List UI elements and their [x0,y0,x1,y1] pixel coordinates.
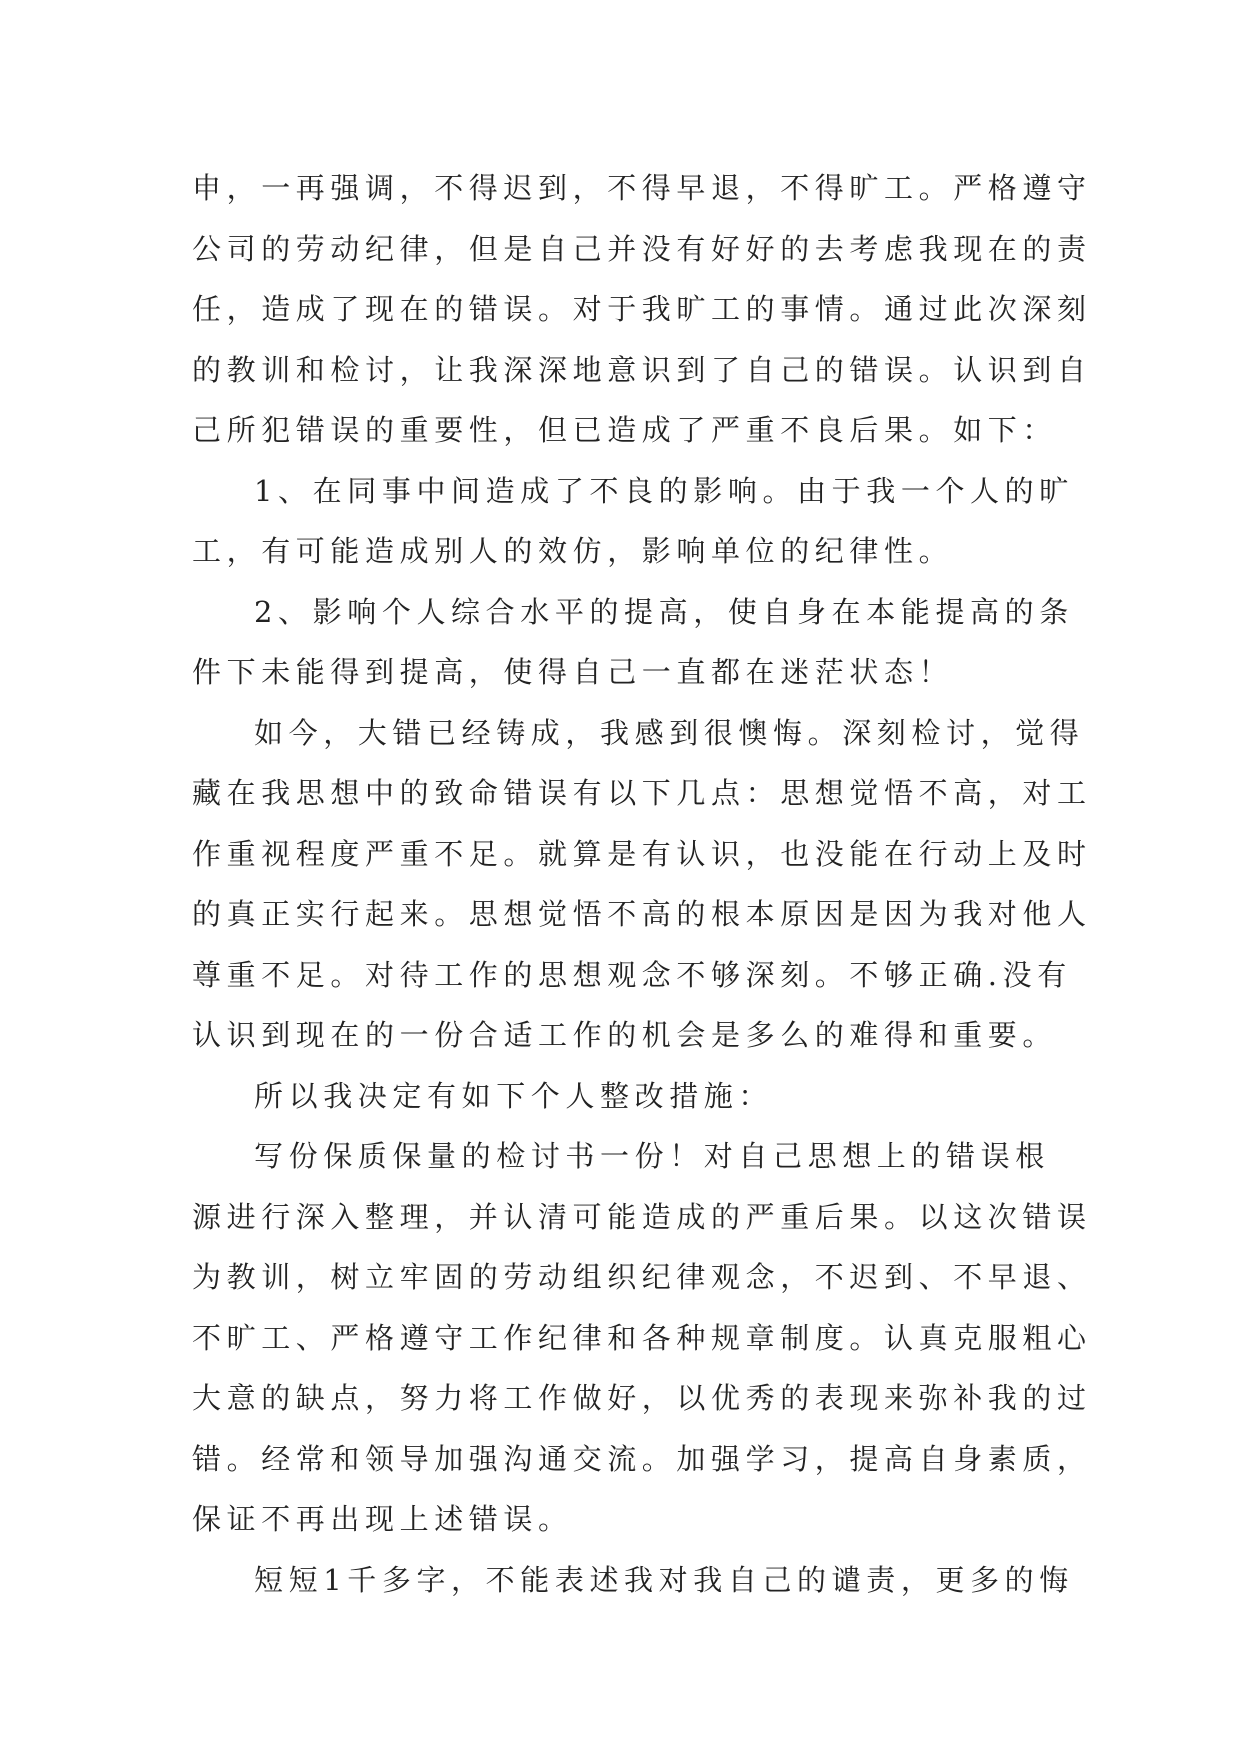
text-line: 的真正实行起来。思想觉悟不高的根本原因是因为我对他人 [192,897,1092,931]
paragraph-start-line: 所以我决定有如下个人整改措施： [254,1078,774,1113]
paragraph-start-line: 写份保质保量的检讨书一份！对自己思想上的错误根 [254,1139,1050,1173]
document-body [192,158,1092,1610]
text-line: 保证不再出现上述错误。 [192,1502,573,1536]
text-line: 藏在我思想中的致命错误有以下几点：思想觉悟不高，对工 [192,776,1092,810]
paragraph-start-line: 如今，大错已经铸成，我感到很懊悔。深刻检讨，觉得 [254,715,1085,750]
paragraph-start-line: 短短1千多字，不能表述我对我自己的谴责，更多的悔 [254,1562,1074,1597]
list-item-1-line: 1、在同事中间造成了不良的影响。由于我一个人的旷 [254,473,1074,508]
text-line: 公司的劳动纪律，但是自己并没有好好的去考虑我现在的责 [192,231,1092,266]
text-line: 工，有可能造成别人的效仿，影响单位的纪律性。 [192,534,954,568]
text-line: 源进行深入整理，并认清可能造成的严重后果。以这次错误 [192,1199,1092,1234]
text-line: 尊重不足。对待工作的思想观念不够深刻。不够正确.没有 [192,957,1072,992]
text-line: 认识到现在的一份合适工作的机会是多么的难得和重要。 [192,1018,1058,1052]
text-line: 作重视程度严重不足。就算是有认识，也没能在行动上及时 [192,836,1092,871]
text-line: 大意的缺点，努力将工作做好，以优秀的表现来弥补我的过 [192,1381,1092,1415]
text-line: 为教训，树立牢固的劳动组织纪律观念，不迟到、不早退、 [192,1260,1092,1294]
text-line: 的教训和检讨，让我深深地意识到了自己的错误。认识到自 [192,352,1092,387]
text-line: 任，造成了现在的错误。对于我旷工的事情。通过此次深刻 [192,292,1092,326]
list-item-2-line: 2、影响个人综合水平的提高，使自身在本能提高的条 [254,594,1074,629]
text-line: 己所犯错误的重要性，但已造成了严重不良后果。如下： [192,413,1058,447]
text-line: 件下未能得到提高，使得自己一直都在迷茫状态！ [192,655,954,689]
text-line: 不旷工、严格遵守工作纪律和各种规章制度。认真克服粗心 [192,1320,1092,1355]
text-line: 错。经常和领导加强沟通交流。加强学习，提高自身素质， [192,1441,1092,1476]
text-line: 申，一再强调，不得迟到，不得早退，不得旷工。严格遵守 [192,171,1092,205]
